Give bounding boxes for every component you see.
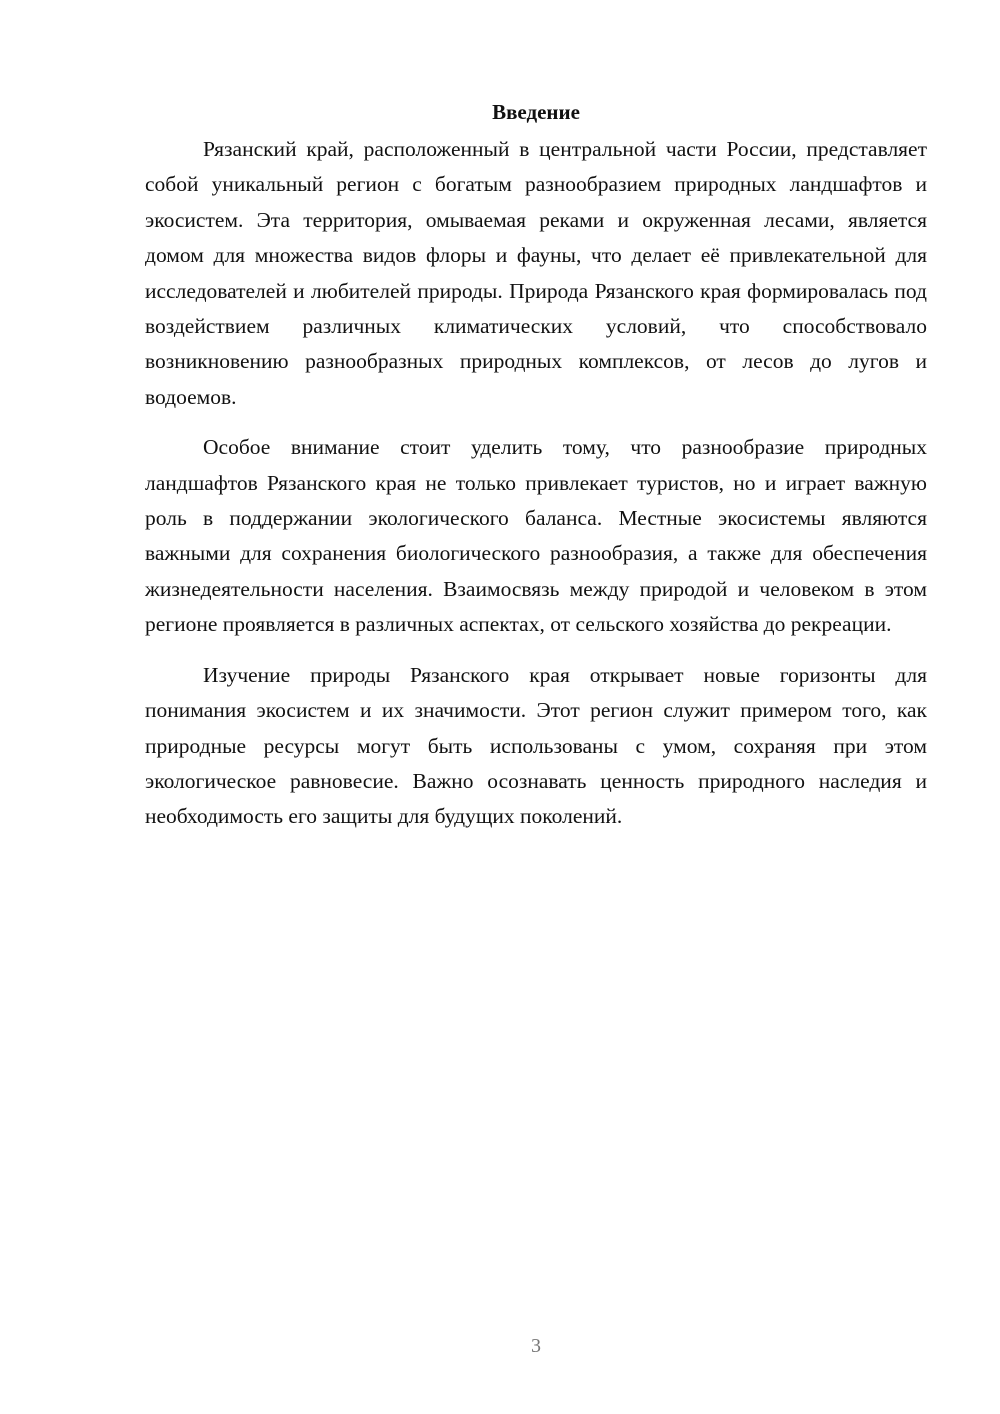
paragraph-intro: Рязанский край, расположенный в центральной части России, представляет собой уникальный регион с богатым разнообразием природных ландшафтов и экосистем. Эта территория, омываемая реками и окруженная лесами, является домом для множества видов флоры и фауны, что делает её привлекательной для исследователей и любителей природы. Природа Рязанского края формировалась под воздействием различных климатических условий, что способствовало возникновению разнообразных природных комплексов, от лесов до лугов и водоемов. — [145, 137, 927, 409]
section-heading: Введение — [492, 100, 580, 124]
paragraph-study: Изучение природы Рязанского края открывает новые горизонты для понимания экосистем и их значимости. Этот регион служит примером того, как природные ресурсы могут быть использованы с умом, сохраняя при этом экологическое равновесие. Важно осознавать ценность природного наследия и необходимость его защиты для будущих поколений. — [145, 662, 927, 829]
page-content — [145, 95, 927, 835]
page-number: 3 — [531, 1335, 541, 1357]
paragraph-landscapes: Особое внимание стоит уделить тому, что разнообразие природных ландшафтов Рязанского края не только привлекает туристов, но и играет важную роль в поддержании экологического баланса. Местные экосистемы являются важными для сохранения биологического разнообразия, а также для обеспечения жизнедеятельности населения. Взаимосвязь между природой и человеком в этом регионе проявляется в различных аспектах, от сельского хозяйства до рекреации. — [145, 435, 927, 637]
